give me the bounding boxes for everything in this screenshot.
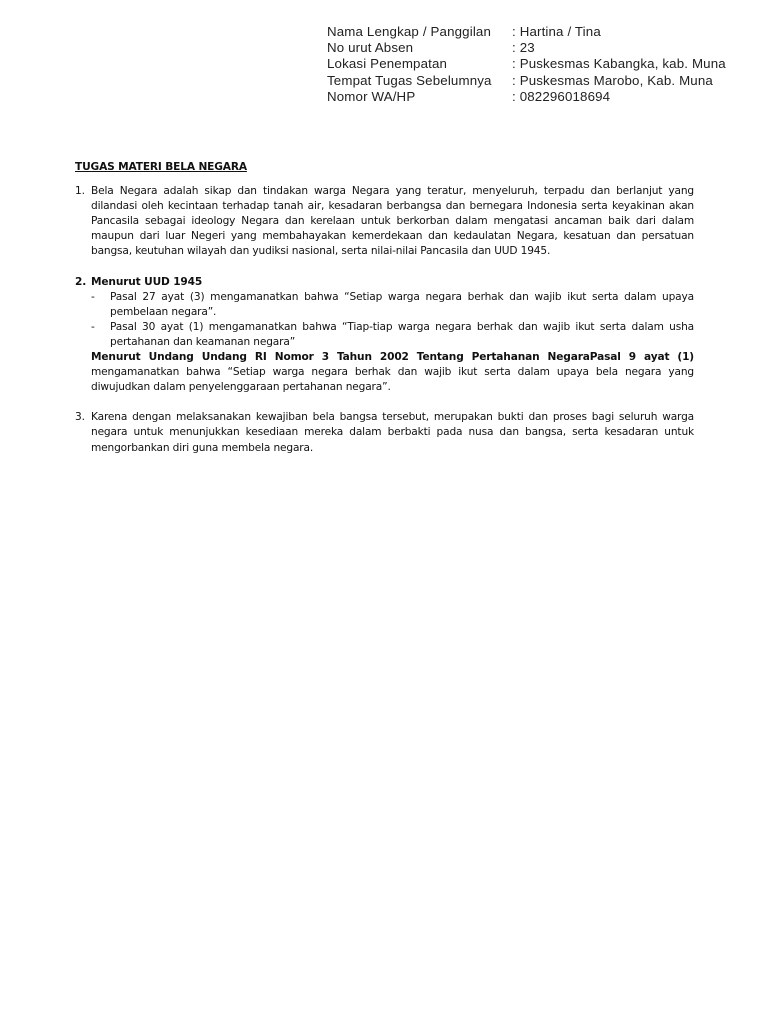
- item-heading: Menurut UUD 1945: [91, 275, 203, 288]
- item-text: Bela Negara adalah sikap dan tindakan warga Negara yang teratur, menyeluruh, terpadu dan berlanjut yang dilandasi oleh kecintaan terhadap tanah air, kesadaran berbangsa dan bernegara Indonesia serta keyakinan akan Pancasila sebagai ideology Negara dan kerelaan untuk berkorban dalam mengatasi ancaman baik dari dalam maupun dari luar Negeri yang membahayakan kemerdekaan dan kedaulatan Negara, kesatuan dan persatuan bangsa, keutuhan wilayah dan yudiksi nasional, serta nilai-nilai Pancasila dan UUD 1945.: [91, 185, 694, 258]
- law-lead: Menurut Undang Undang RI Nomor 3 Tahun 2002 Tentang Pertahanan NegaraPasal 9 ayat (1): [91, 351, 694, 364]
- identity-row-location: [327, 56, 726, 72]
- identity-value: : 082296018694: [512, 88, 611, 104]
- document-title: TUGAS MATERI BELA NEGARA: [75, 161, 247, 173]
- document-body: [75, 160, 694, 471]
- identity-value: : 23: [512, 40, 535, 56]
- bullet-dash: -: [91, 290, 95, 303]
- list-item-3: [75, 410, 694, 455]
- item-number: 2.: [75, 275, 87, 288]
- identity-row-phone: [327, 89, 726, 105]
- identity-label: Lokasi Penempatan: [327, 56, 448, 72]
- identity-label: No urut Absen: [327, 40, 414, 56]
- bullet-text: Pasal 27 ayat (3) mengamanatkan bahwa “Setiap warga negara berhak dan wajib ikut serta dalam upaya pembelaan negara”.: [110, 290, 694, 318]
- identity-value: : Puskesmas Marobo, Kab. Muna: [512, 72, 713, 88]
- bullet-item: [91, 290, 694, 320]
- item-text: Karena dengan melaksanakan kewajiban bela bangsa tersebut, merupakan bukti dan proses bagi seluruh warga negara untuk menunjukkan kesediaan mereka dalam berbakti pada nusa dan bangsa, serta kesadaran untuk mengorbankan diri guna membela negara.: [91, 411, 694, 454]
- identity-table: [327, 24, 726, 105]
- identity-label: Tempat Tugas Sebelumnya: [327, 72, 492, 88]
- law-paragraph: [91, 350, 694, 395]
- identity-row-previous: [327, 73, 726, 89]
- item-number: 1.: [75, 185, 85, 198]
- identity-row-name: [327, 24, 726, 40]
- bullet-item: [91, 320, 694, 350]
- item-heading-row: [75, 275, 694, 290]
- identity-label: Nomor WA/HP: [327, 88, 416, 104]
- bullet-dash: -: [91, 320, 95, 333]
- item-number: 3.: [75, 411, 85, 424]
- list-item-2: [75, 275, 694, 396]
- identity-label: Nama Lengkap / Panggilan: [327, 24, 492, 39]
- list-item-1: [75, 184, 694, 259]
- identity-value: : Hartina / Tina: [512, 24, 601, 39]
- identity-value: : Puskesmas Kabangka, kab. Muna: [512, 56, 726, 72]
- bullet-text: Pasal 30 ayat (1) mengamanatkan bahwa “Tiap-tiap warga negara berhak dan wajib ikut serta dalam usha pertahanan dan keamanan negara”: [110, 320, 694, 348]
- identity-row-absen: [327, 40, 726, 56]
- law-text: mengamanatkan bahwa “Setiap warga negara berhak dan wajib ikut serta dalam upaya bela negara yang diwujudkan dalam penyelenggaraan pertahanan negara”.: [91, 366, 694, 394]
